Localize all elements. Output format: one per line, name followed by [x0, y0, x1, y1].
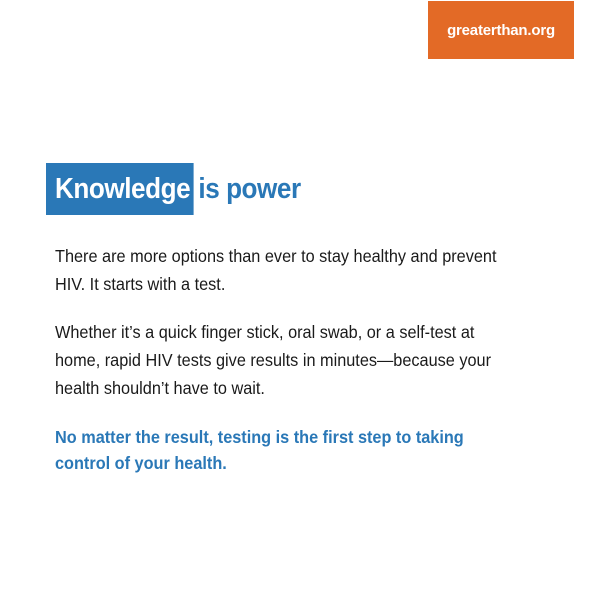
paragraph-tests: Whether it’s a quick finger stick, oral swab, or a self-test at home, rapid HIV tests give results in minutes—because your health shouldn’t have to wait.	[55, 322, 492, 398]
headline-rest: is power	[198, 172, 301, 205]
headline-highlight: Knowledge	[46, 163, 194, 215]
callout-text: No matter the result, testing is the first step to taking control of your health.	[55, 427, 464, 473]
brand-badge	[428, 1, 574, 59]
brand-logo-text: greaterthan.org	[447, 21, 555, 39]
headline	[46, 163, 313, 215]
paragraph-intro: There are more options than ever to stay healthy and prevent HIV. It starts with a test.	[55, 246, 497, 294]
